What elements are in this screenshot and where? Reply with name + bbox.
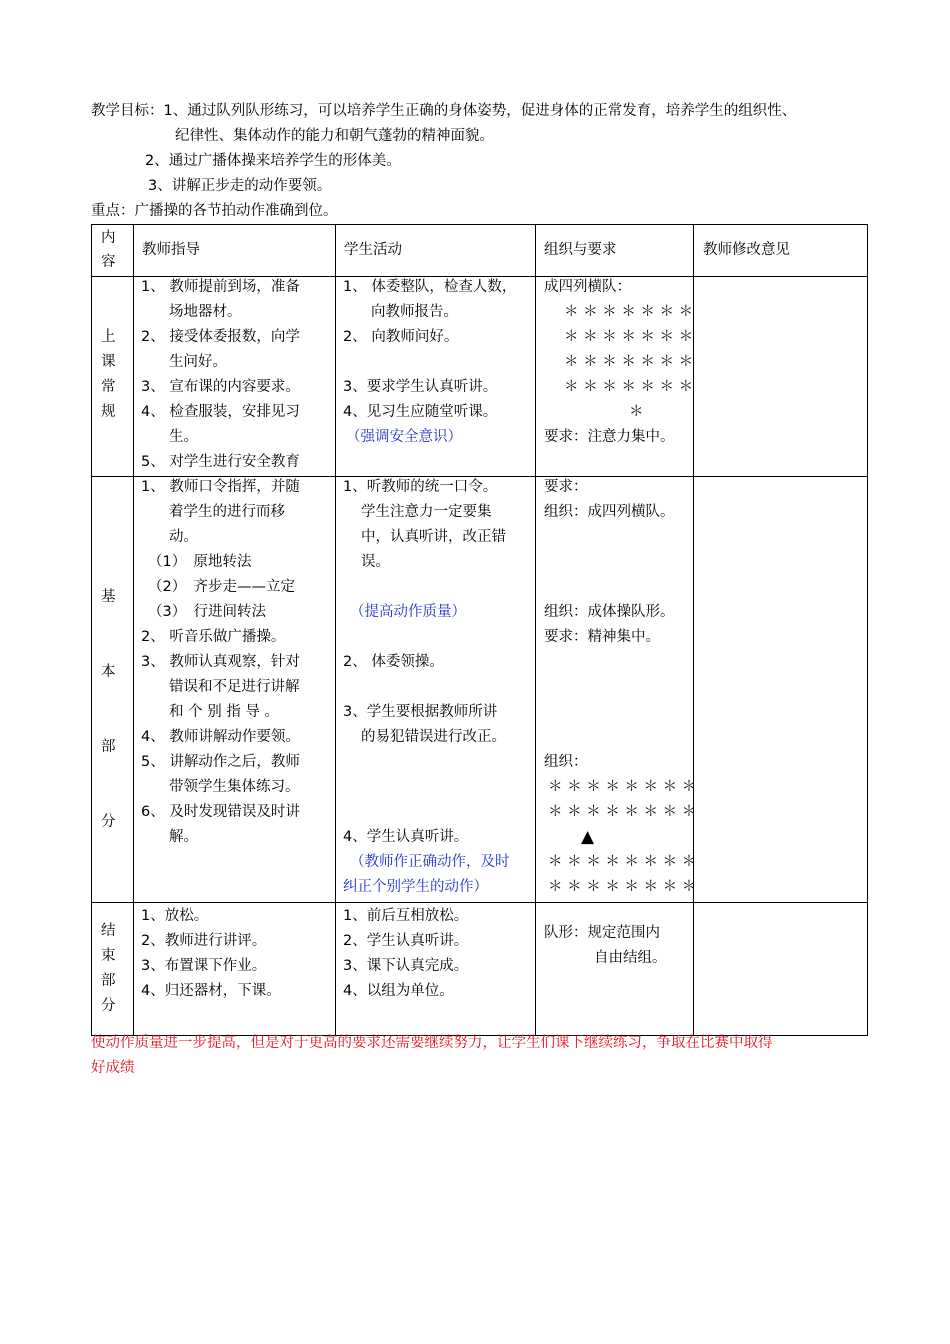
student-line: 1、听教师的统一口令。 [343, 479, 498, 495]
student-line: 2、 向教师问好。 [343, 329, 459, 345]
teacher-line: 生问好。 [169, 354, 227, 370]
formation-row: ＊ ＊ ＊ ＊ ＊ ＊ ＊ [564, 304, 694, 320]
teacher-position-triangle-icon: ▲ [581, 827, 595, 847]
student-line: 1、前后互相放松。 [343, 908, 469, 924]
objectives-line-1 [91, 101, 796, 121]
organization-line: 队形：规定范围内 [544, 925, 660, 941]
organization-line: 组织： [544, 754, 588, 770]
student-note: （教师作正确动作，及时 [350, 854, 510, 870]
organization-line: 组织：成体操队形。 [544, 604, 675, 620]
formation-row: ＊ ＊ ＊ ＊ ＊ ＊ ＊ ＊ [548, 779, 697, 795]
header-content-char-2: 容 [101, 254, 116, 270]
organization-line: 自由结组。 [594, 950, 667, 966]
teacher-line: 着学生的进行而移 [169, 504, 285, 520]
section-char: 束 [101, 948, 116, 964]
student-line: 3、要求学生认真听讲。 [343, 379, 498, 395]
section-char: 分 [101, 814, 116, 830]
formation-row: ＊ ＊ ＊ ＊ ＊ ＊ ＊ ＊ [548, 804, 697, 820]
teacher-line: 3、布置课下作业。 [141, 958, 267, 974]
teacher-line: 1、 教师口令指挥，并随 [141, 479, 300, 495]
student-line: 4、学生认真听讲。 [343, 829, 469, 845]
section-char: 基 [101, 589, 116, 605]
student-line: 向教师报告。 [371, 304, 458, 320]
student-note: （提高动作质量） [350, 604, 466, 620]
student-line: 2、 体委领操。 [343, 654, 444, 670]
objective-2: 2、通过广播体操来培养学生的形体美。 [145, 153, 401, 169]
student-line: 的易犯错误进行改正。 [361, 729, 506, 745]
formation-row: ＊ ＊ ＊ ＊ ＊ ＊ ＊ [564, 329, 694, 345]
section-char: 本 [101, 664, 116, 680]
teacher-line: 1、 教师提前到场，准备 [141, 279, 300, 295]
student-line: 3、课下认真完成。 [343, 958, 469, 974]
formation-row: ＊ ＊ ＊ ＊ ＊ ＊ ＊ [564, 354, 694, 370]
table-row-routine [92, 277, 868, 477]
header-student-activity: 学生活动 [344, 242, 402, 258]
reflection-line-2: 好成绩 [91, 1060, 135, 1076]
teacher-line: （2） 齐步走——立定 [148, 579, 295, 595]
student-note: 纠正个别学生的动作） [343, 879, 488, 895]
organization-line: 要求：注意力集中。 [544, 429, 675, 445]
header-content-char-1: 内 [101, 230, 116, 246]
student-note: （强调安全意识） [346, 429, 462, 445]
section-char: 常 [101, 379, 116, 395]
table-row-basic [92, 477, 868, 903]
section-char: 规 [101, 404, 116, 420]
section-char: 部 [101, 739, 116, 755]
teacher-line: 2、 听音乐做广播操。 [141, 629, 286, 645]
section-char: 课 [101, 354, 116, 370]
header-teacher-revision: 教师修改意见 [703, 242, 790, 258]
formation-leader: ＊ [629, 404, 644, 420]
teacher-line: 4、归还器材，下课。 [141, 983, 281, 999]
formation-row: ＊ ＊ ＊ ＊ ＊ ＊ ＊ ＊ [548, 854, 697, 870]
table-header-row [92, 225, 868, 277]
section-char: 分 [101, 998, 116, 1014]
teacher-line: 6、 及时发现错误及时讲 [141, 804, 300, 820]
organization-line: 组织：成四列横队。 [544, 504, 675, 520]
student-line: 1、 体委整队，检查人数， [343, 279, 517, 295]
teacher-line: （3） 行进间转法 [148, 604, 266, 620]
student-line: 误。 [361, 554, 390, 570]
student-line: 2、学生认真听讲。 [343, 933, 469, 949]
student-line: 中，认真听讲，改正错 [361, 529, 506, 545]
objectives-label: 教学目标： [91, 103, 164, 119]
teacher-line: 解。 [169, 829, 198, 845]
header-teacher-guidance: 教师指导 [142, 242, 200, 258]
formation-row: ＊ ＊ ＊ ＊ ＊ ＊ ＊ ＊ [548, 879, 697, 895]
lesson-plan-table [91, 224, 868, 1036]
teacher-line: 5、 讲解动作之后，教师 [141, 754, 300, 770]
teacher-line: 动。 [169, 529, 198, 545]
header-organization: 组织与要求 [544, 242, 617, 258]
teacher-line: 错误和不足进行讲解 [169, 679, 300, 695]
organization-line: 要求：精神集中。 [544, 629, 660, 645]
student-line: 3、学生要根据教师所讲 [343, 704, 498, 720]
teacher-line: 和 个 别 指 导 。 [169, 704, 280, 720]
teacher-line: 2、 接受体委报数，向学 [141, 329, 300, 345]
objective-1: 1、通过队列队形练习，可以培养学生正确的身体姿势，促进身体的正常发育，培养学生的组织性、 [163, 103, 797, 119]
organization-line: 成四列横队： [544, 279, 631, 295]
reflection-line-1: 使动作质量进一步提高，但是对于更高的要求还需要继续努力，让学生们课下继续练习，争取在比赛中取得 [91, 1035, 773, 1051]
teacher-line: 场地器材。 [169, 304, 242, 320]
objective-3: 3、讲解正步走的动作要领。 [148, 178, 332, 194]
teacher-line: 2、教师进行讲评。 [141, 933, 267, 949]
section-char: 结 [101, 923, 116, 939]
organization-line: 要求： [544, 479, 588, 495]
formation-row: ＊ ＊ ＊ ＊ ＊ ＊ ＊ [564, 379, 694, 395]
teacher-line: 4、 检查服装，安排见习 [141, 404, 300, 420]
section-char: 上 [101, 329, 116, 345]
teacher-line: 4、 教师讲解动作要领。 [141, 729, 300, 745]
section-char: 部 [101, 973, 116, 989]
teacher-line: 3、 宣布课的内容要求。 [141, 379, 300, 395]
teacher-line: 带领学生集体练习。 [169, 779, 300, 795]
teacher-line: 生。 [169, 429, 198, 445]
teacher-line: 1、放松。 [141, 908, 209, 924]
student-line: 4、见习生应随堂听课。 [343, 404, 498, 420]
student-line: 学生注意力一定要集 [361, 504, 492, 520]
teacher-line: （1） 原地转法 [148, 554, 252, 570]
key-point: 重点：广播操的各节拍动作准确到位。 [91, 203, 338, 219]
teacher-line: 3、 教师认真观察，针对 [141, 654, 300, 670]
table-row-ending [92, 903, 868, 1036]
student-line: 4、以组为单位。 [343, 983, 454, 999]
objective-1-continuation: 纪律性、集体动作的能力和朝气蓬勃的精神面貌。 [175, 128, 494, 144]
teacher-line: 5、 对学生进行安全教育 [141, 454, 300, 470]
